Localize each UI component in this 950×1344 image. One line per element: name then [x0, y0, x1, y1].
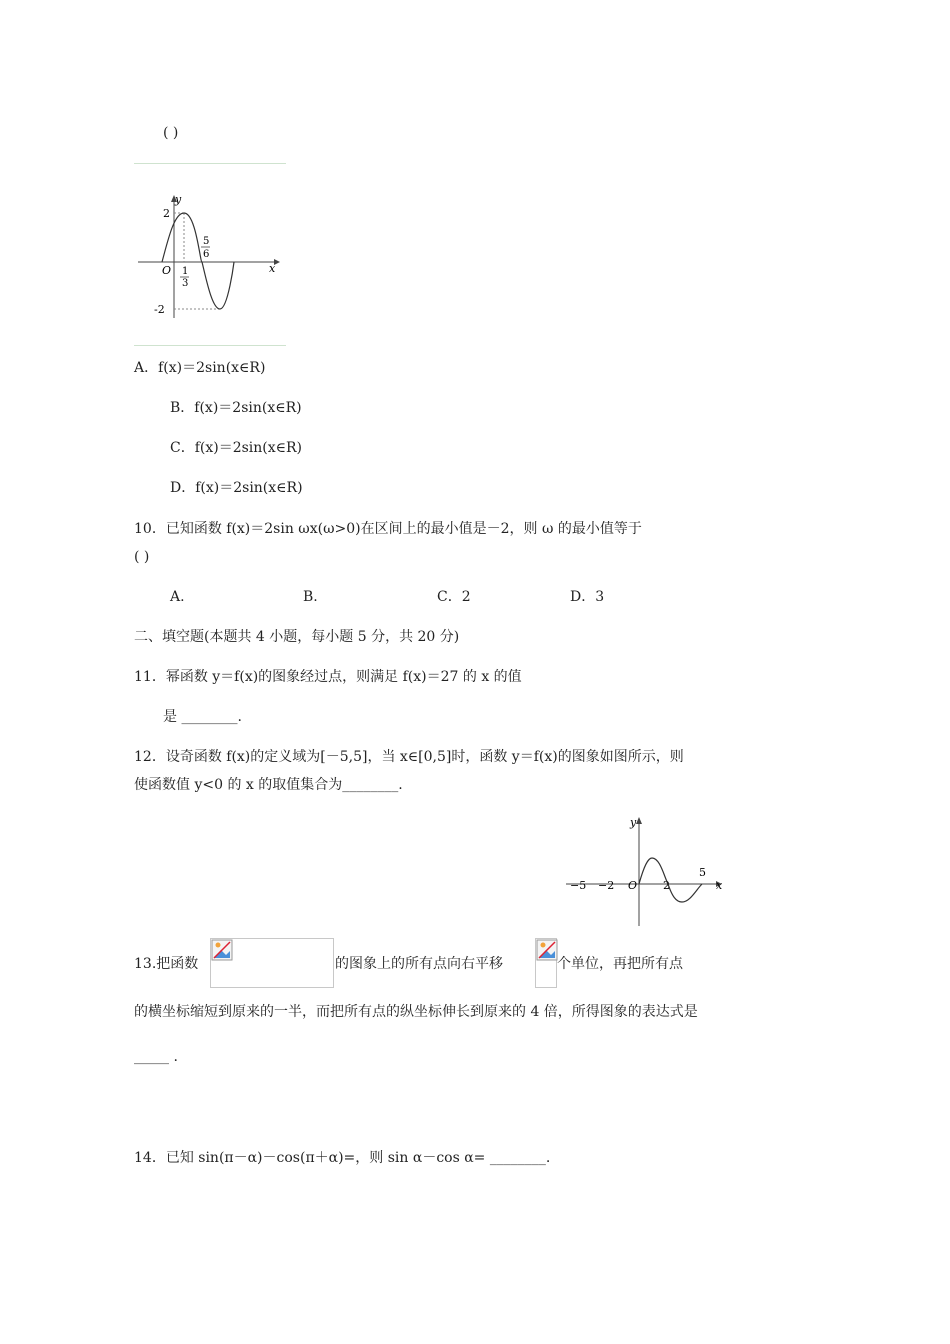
- q12-tick-2: 2: [663, 879, 670, 892]
- q9-frac1-num: 1: [182, 266, 189, 277]
- q9-origin-label: O: [162, 264, 172, 277]
- q10-option-c: C．2: [437, 589, 471, 605]
- q9-answer-paren: ( ): [163, 125, 179, 141]
- q12-origin-label: O: [628, 879, 638, 892]
- q9-sine-graph: [134, 192, 286, 322]
- q14-stem: 14．已知 sin(π－α)－cos(π＋α)=，则 sin α－cos α= ________.: [134, 1150, 551, 1166]
- q10-option-a: A.: [170, 589, 185, 605]
- divider-bottom: [134, 345, 286, 346]
- q10-option-d: D．3: [570, 589, 605, 605]
- q13-text-part2: 的图象上的所有点向右平移: [335, 956, 503, 972]
- q12-stem-line2: 使函数值 y<0 的 x 的取值集合为________.: [134, 777, 403, 793]
- q12-function-graph: [564, 814, 728, 928]
- q12-tick-minus5: −5: [570, 879, 587, 892]
- q12-y-label: y: [630, 816, 637, 829]
- q11-stem-line2: 是 ________.: [163, 709, 242, 725]
- q9-option-b: B．f(x)＝2sin(x∈R): [170, 400, 302, 416]
- q9-option-d: D．f(x)＝2sin(x∈R): [170, 480, 303, 496]
- q12-x-label: x: [716, 879, 723, 892]
- q9-y-top-label: 2: [163, 207, 170, 220]
- q13-shift-image-placeholder: [535, 938, 557, 988]
- q13-stem-line2: 的横坐标缩短到原来的一半，而把所有点的纵坐标伸长到原来的 4 倍，所得图象的表达式是: [134, 1004, 698, 1020]
- q9-frac2-num: 5: [203, 236, 210, 247]
- q12-tick-5: 5: [699, 866, 706, 879]
- q12-curve: [639, 858, 702, 902]
- q9-y-label: y: [175, 193, 182, 206]
- q13-text-part1: 13.把函数: [134, 956, 199, 972]
- q13-text-part3: 个单位，再把所有点: [557, 956, 683, 972]
- q11-stem-line1: 11．幂函数 y＝f(x)的图象经过点，则满足 f(x)＝27 的 x 的值: [134, 669, 522, 685]
- q10-stem-line2: ( ): [134, 549, 150, 565]
- divider-top: [134, 163, 286, 164]
- q10-stem-line1: 10．已知函数 f(x)＝2sin ωx(ω>0)在区间上的最小值是－2，则 ω 的最小值等于: [134, 521, 642, 537]
- section-heading-fill-blank: 二、填空题(本题共 4 小题，每小题 5 分，共 20 分): [134, 629, 460, 645]
- q13-formula-image-placeholder: [210, 938, 334, 988]
- q12-tick-minus2: −2: [598, 879, 615, 892]
- q9-sine-curve: [162, 213, 234, 309]
- q9-frac2-den: 6: [203, 249, 210, 260]
- q12-stem-line1: 12．设奇函数 f(x)的定义域为[－5,5]，当 x∈[0,5]时，函数 y＝f(x)的图象如图所示，则: [134, 749, 684, 765]
- q9-option-a: A．f(x)＝2sin(x∈R): [134, 360, 266, 376]
- q9-option-c: C．f(x)＝2sin(x∈R): [170, 440, 303, 456]
- q13-stem-line3: _____ .: [134, 1049, 178, 1065]
- q9-y-bottom-label: -2: [154, 303, 165, 316]
- q9-frac1-den: 3: [182, 278, 189, 289]
- q10-option-b: B.: [303, 589, 318, 605]
- broken-image-icon: [536, 939, 558, 961]
- q9-x-label: x: [269, 262, 276, 275]
- broken-image-icon: [211, 939, 233, 961]
